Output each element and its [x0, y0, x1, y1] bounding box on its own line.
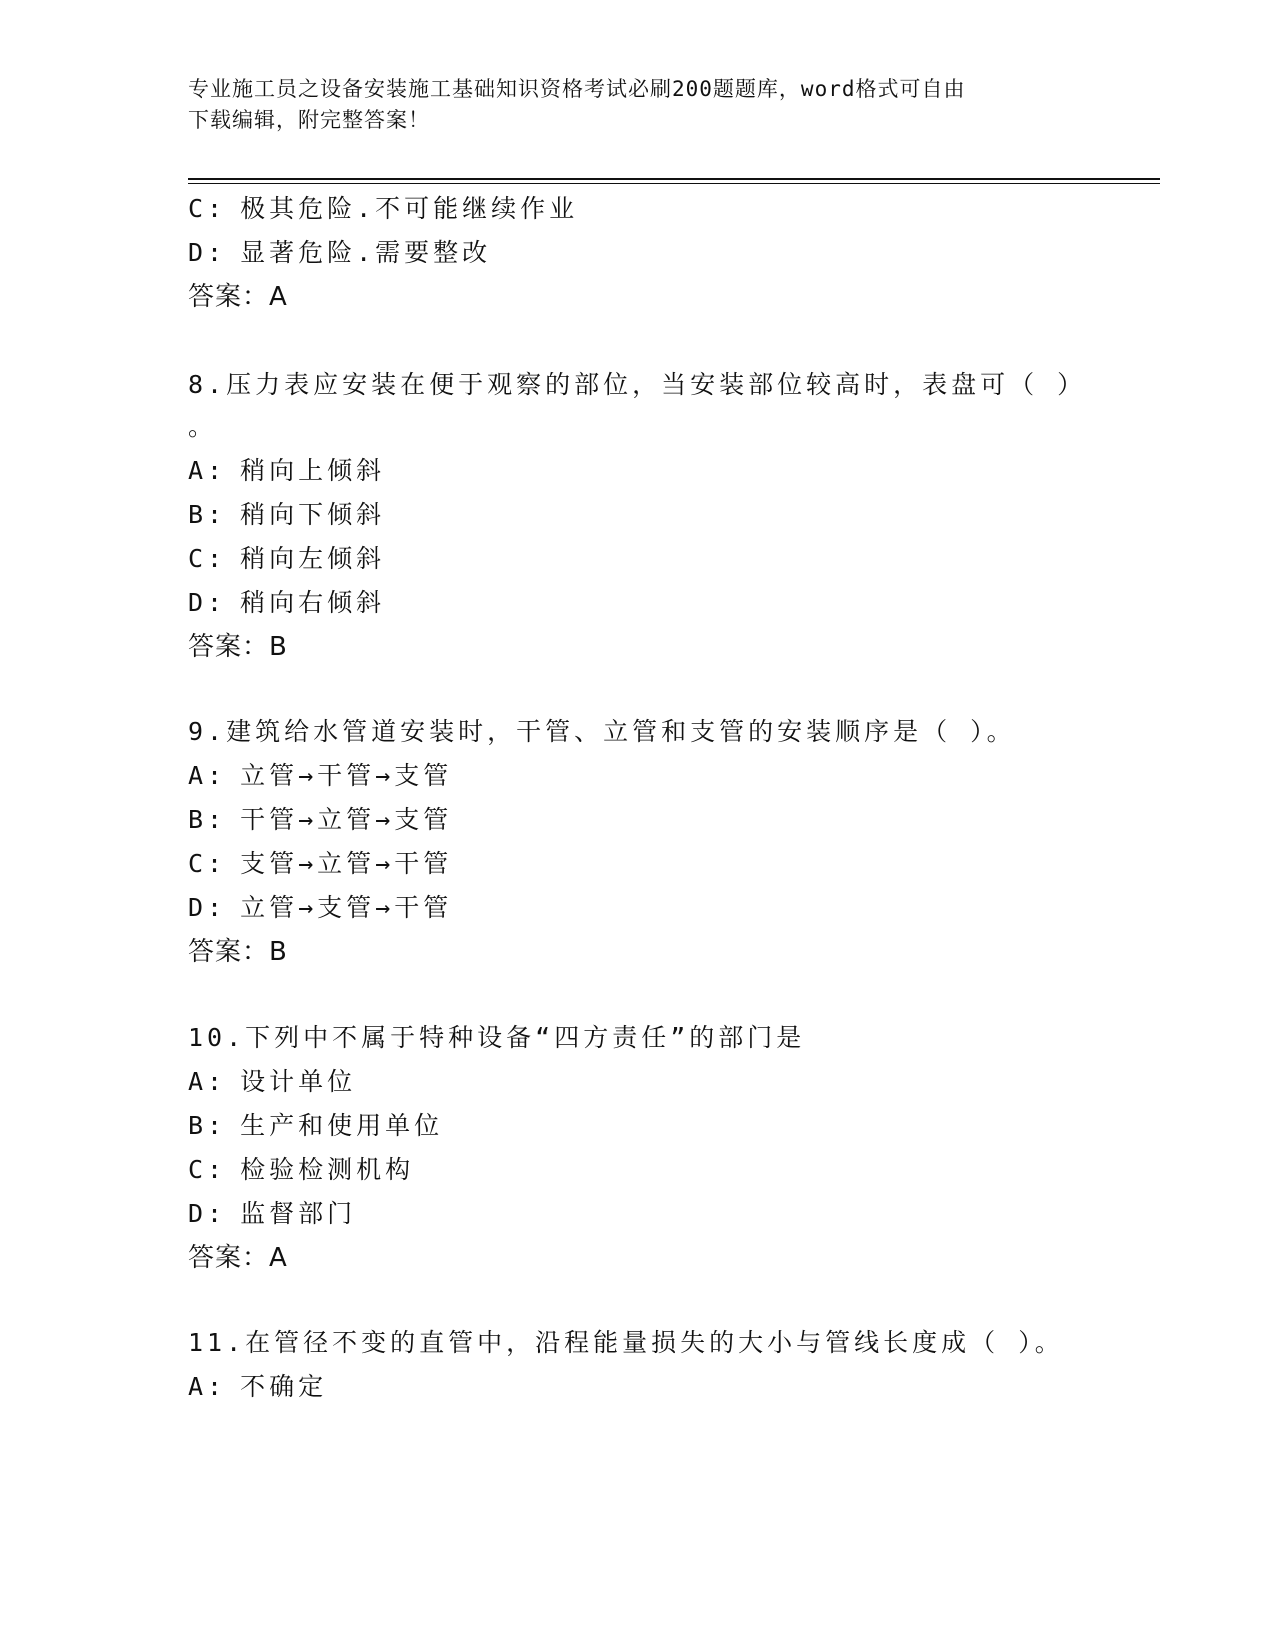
q10-option-a: A: 设计单位	[188, 1067, 357, 1096]
q10-option-b: B: 生产和使用单位	[188, 1111, 444, 1140]
q10-stem-line-1: 10.下列中不属于特种设备“四方责任”的部门是	[188, 1023, 806, 1052]
q9-option-c: C: 支管→立管→干管	[188, 849, 453, 878]
q10-option-c: C: 检验检测机构	[188, 1155, 415, 1184]
q9-answer: 答案：B	[188, 937, 288, 967]
q9-option-d: D: 立管→支管→干管	[188, 893, 453, 922]
q7-option-c: C: 极其危险.不可能继续作业	[188, 194, 579, 223]
q10-option-d: D: 监督部门	[188, 1199, 357, 1228]
header-divider-thick	[188, 178, 1160, 180]
q11-stem-line-1: 11.在管径不变的直管中，沿程能量损失的大小与管线长度成（ ）。	[188, 1328, 1064, 1357]
q8-option-b: B: 稍向下倾斜	[188, 500, 386, 529]
q7-answer: 答案：A	[188, 282, 288, 312]
q11-option-a: A: 不确定	[188, 1372, 328, 1401]
q8-option-a: A: 稍向上倾斜	[188, 456, 386, 485]
q9-option-a: A: 立管→干管→支管	[188, 761, 453, 790]
q8-stem-line-2: 。	[188, 412, 218, 441]
header-divider-thin	[188, 183, 1160, 184]
header-line-1: 专业施工员之设备安装施工基础知识资格考试必刷200题题库，word格式可自由	[188, 77, 966, 101]
document-header	[188, 74, 1068, 136]
q8-answer: 答案：B	[188, 632, 288, 662]
header-line-2: 下载编辑，附完整答案！	[188, 108, 430, 132]
q8-stem-line-1: 8.压力表应安装在便于观察的部位，当安装部位较高时，表盘可（ ）	[188, 370, 1087, 399]
q7-option-d: D: 显著危险.需要整改	[188, 238, 492, 267]
q8-option-c: C: 稍向左倾斜	[188, 544, 386, 573]
q9-option-b: B: 干管→立管→支管	[188, 805, 453, 834]
q8-option-d: D: 稍向右倾斜	[188, 588, 386, 617]
q10-answer: 答案：A	[188, 1243, 288, 1273]
q9-stem-line-1: 9.建筑给水管道安装时，干管、立管和支管的安装顺序是（ ）。	[188, 717, 1016, 746]
